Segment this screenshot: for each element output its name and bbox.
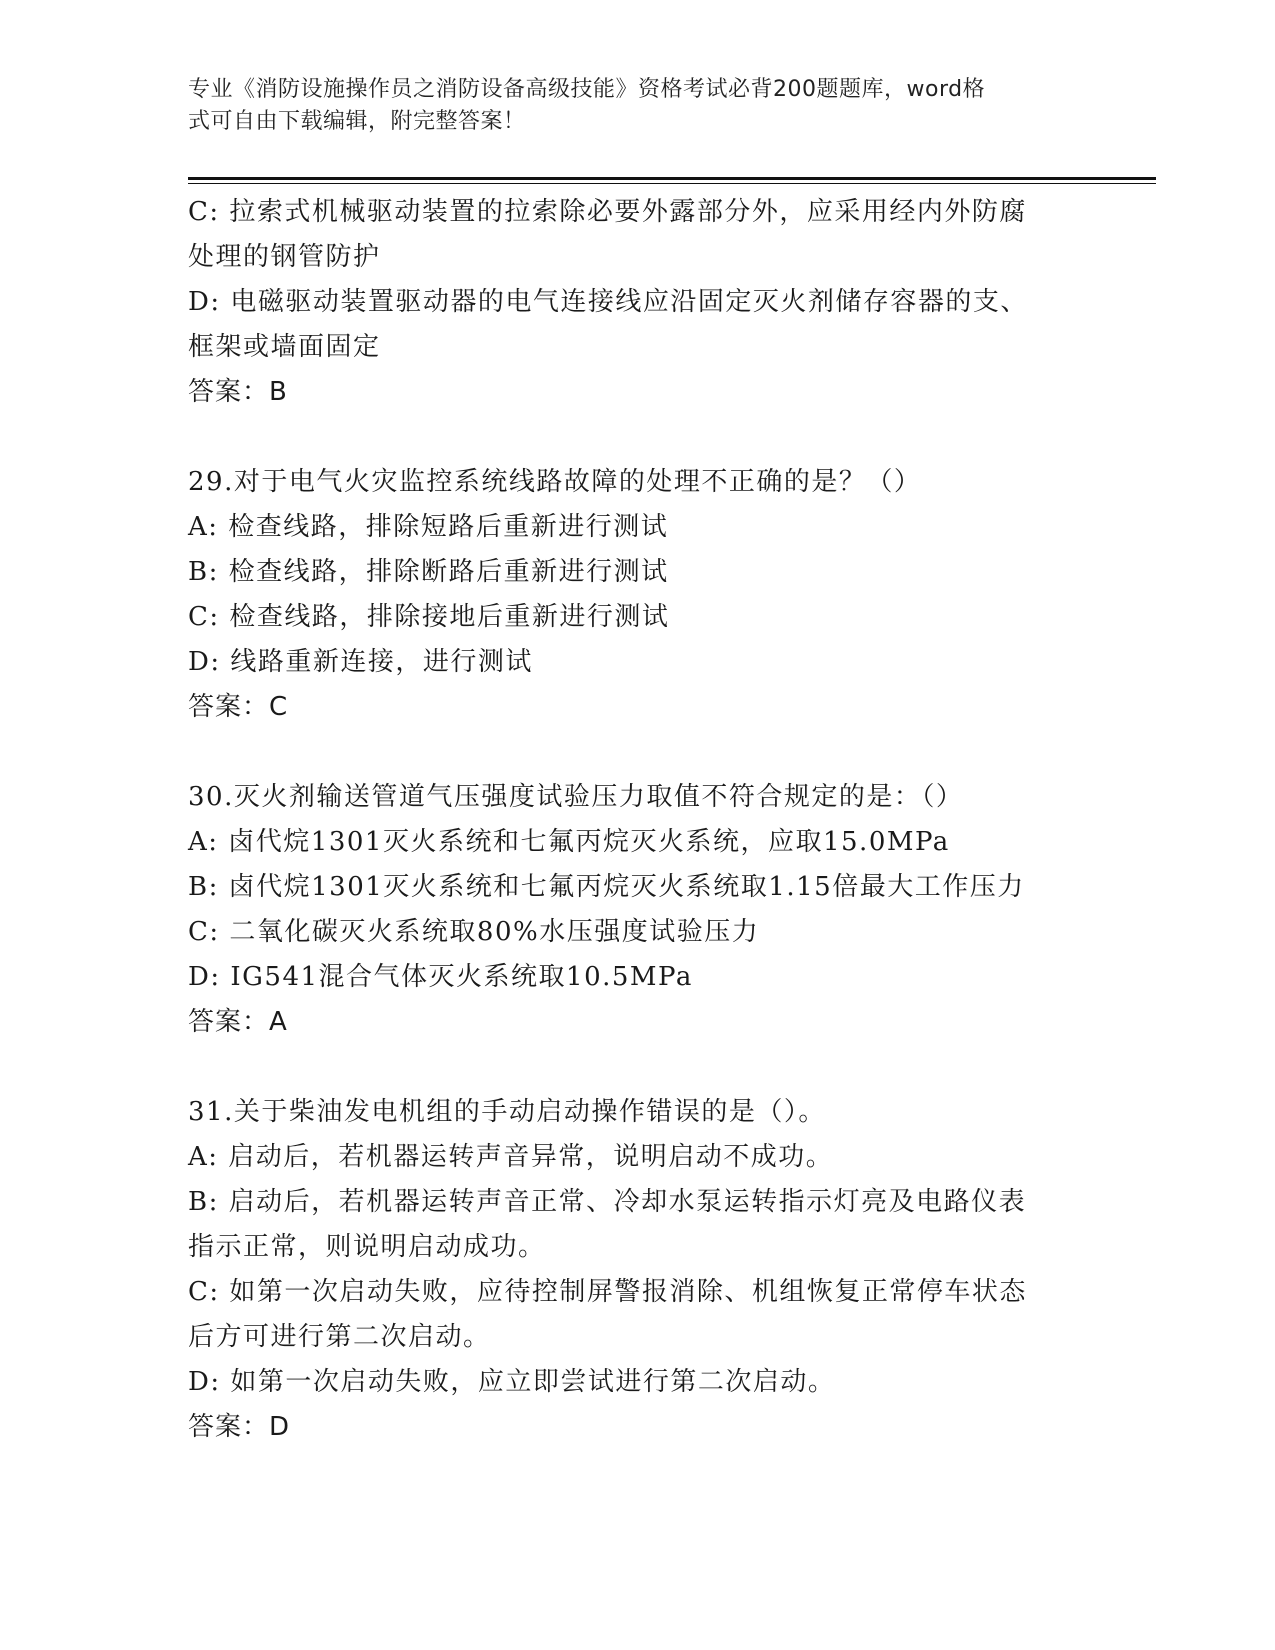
option-b: B: 检查线路，排除断路后重新进行测试: [188, 557, 669, 587]
header-title-line-1: 专业《消防设施操作员之消防设备高级技能》资格考试必背200题题库，word格: [188, 77, 986, 102]
document-body: [188, 190, 1088, 1450]
answer-line: 答案：A: [188, 1007, 288, 1037]
option-d-line-1: D: 电磁驱动装置驱动器的电气连接线应沿固定灭火剂储存容器的支、: [188, 287, 1028, 317]
option-a: A: 检查线路，排除短路后重新进行测试: [188, 512, 669, 542]
question-31: [188, 1090, 1088, 1450]
header-divider-thin: [188, 183, 1156, 184]
answer-line: 答案：D: [188, 1412, 291, 1442]
answer-line: 答案：B: [188, 377, 288, 407]
option-c-line-2: 后方可进行第二次启动。: [188, 1322, 491, 1352]
question-stem: 31.关于柴油发电机组的手动启动操作错误的是（）。: [188, 1097, 826, 1127]
option-a: A: 卤代烷1301灭火系统和七氟丙烷灭火系统，应取15.0MPa: [188, 827, 950, 857]
option-b: B: 卤代烷1301灭火系统和七氟丙烷灭火系统取1.15倍最大工作压力: [188, 872, 1025, 902]
option-d: D: 线路重新连接，进行测试: [188, 647, 533, 677]
option-c: C: 二氧化碳灭火系统取80%水压强度试验压力: [188, 917, 760, 947]
option-b-line-1: B: 启动后，若机器运转声音正常、冷却水泵运转指示灯亮及电路仪表: [188, 1187, 1027, 1217]
option-a: A: 启动后，若机器运转声音异常，说明启动不成功。: [188, 1142, 834, 1172]
document-header: [188, 74, 1068, 138]
question-29: [188, 460, 1088, 730]
question-30: [188, 775, 1088, 1045]
previous-question-tail: [188, 190, 1088, 415]
option-d: D: 如第一次启动失败，应立即尝试进行第二次启动。: [188, 1367, 836, 1397]
option-d-line-2: 框架或墙面固定: [188, 332, 381, 362]
option-b-line-2: 指示正常，则说明启动成功。: [188, 1232, 546, 1262]
question-stem: 29.对于电气火灾监控系统线路故障的处理不正确的是？（）: [188, 467, 922, 497]
option-c-line-1: C: 拉索式机械驱动装置的拉索除必要外露部分外，应采用经内外防腐: [188, 197, 1027, 227]
option-c-line-1: C: 如第一次启动失败，应待控制屏警报消除、机组恢复正常停车状态: [188, 1277, 1027, 1307]
header-divider-thick: [188, 177, 1156, 180]
answer-line: 答案：C: [188, 692, 289, 722]
header-title-line-2: 式可自由下载编辑，附完整答案！: [188, 109, 526, 134]
option-c-line-2: 处理的钢管防护: [188, 242, 381, 272]
option-d: D: IG541混合气体灭火系统取10.5MPa: [188, 962, 693, 992]
question-stem: 30.灭火剂输送管道气压强度试验压力取值不符合规定的是：（）: [188, 782, 964, 812]
option-c: C: 检查线路，排除接地后重新进行测试: [188, 602, 670, 632]
